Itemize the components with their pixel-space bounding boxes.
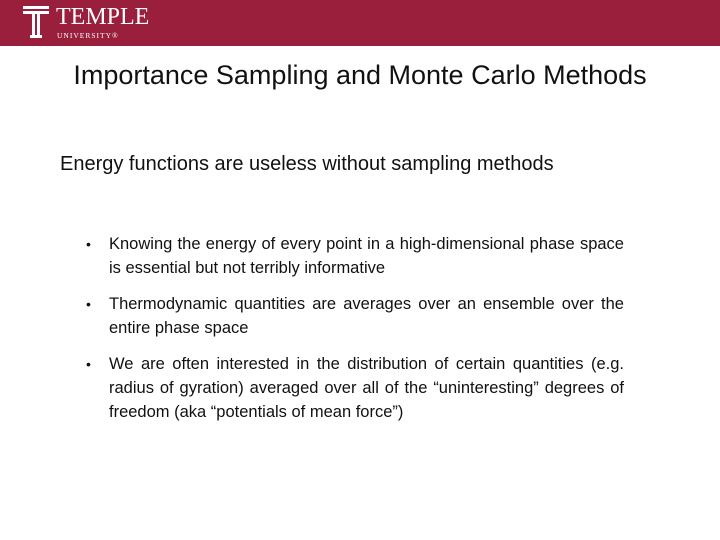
bullet-item [86,292,624,340]
bullet-icon: • [86,236,91,252]
logo-subtitle: UNIVERSITY® [57,31,119,40]
bullet-item [86,232,624,280]
temple-t-logo-icon [22,5,50,39]
header-banner [0,0,720,46]
slide-subtitle: Energy functions are useless without sampling methods [60,153,554,175]
bullet-icon: • [86,296,91,312]
bullet-icon: • [86,356,91,372]
bullet-item [86,352,624,424]
bullet-text: Knowing the energy of every point in a high-dimensional phase space is essential but not terribly informative [109,235,624,277]
temple-logo [22,5,149,41]
slide-title: Importance Sampling and Monte Carlo Methods [73,60,647,90]
bullet-text: Thermodynamic quantities are averages over an ensemble over the entire phase space [109,295,624,337]
logo-wordmark: TEMPLE [56,4,150,30]
bullet-list [86,232,624,436]
logo-text [56,5,149,40]
bullet-text: We are often interested in the distribution of certain quantities (e.g. radius of gyration) averaged over all of the “uninteresting” degrees of freedom (aka “potentials of mean force”) [109,355,624,421]
